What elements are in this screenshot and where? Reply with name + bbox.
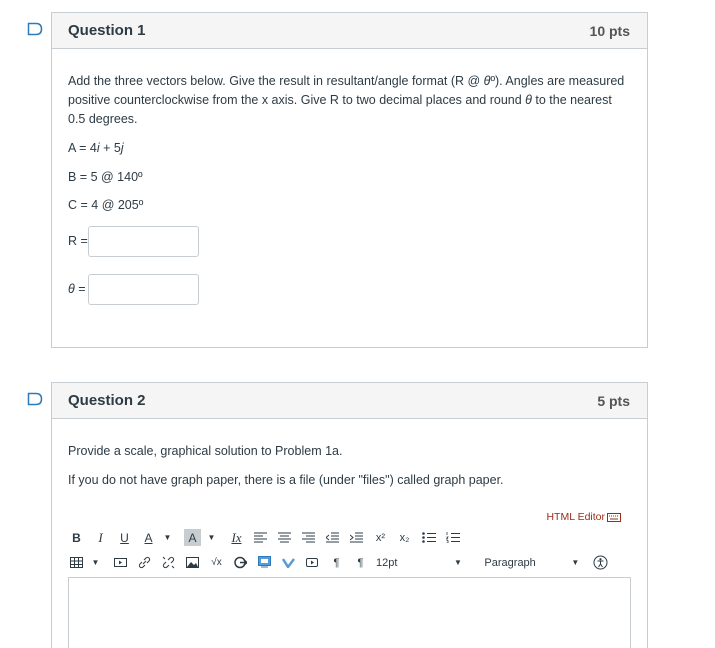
font-size-select[interactable]: 12pt: [376, 556, 398, 569]
question-1-body: [52, 72, 647, 305]
unlink-icon[interactable]: [160, 554, 177, 571]
record-media-icon[interactable]: [304, 554, 321, 571]
question-2-title: Question 2: [68, 392, 146, 409]
clear-formatting-button[interactable]: Ix: [231, 529, 242, 545]
vector-c: C = 4 @ 205º: [68, 198, 144, 212]
question-2-body: [52, 442, 647, 490]
block-format-select[interactable]: Paragraph: [484, 556, 536, 569]
rich-text-editor-area[interactable]: [68, 577, 631, 648]
background-color-button[interactable]: A: [184, 529, 201, 546]
block-format-dropdown-icon[interactable]: ▼: [571, 558, 580, 567]
theta-answer-row: [68, 274, 631, 305]
ltr-direction-button[interactable]: ¶: [333, 556, 340, 569]
question-2: [51, 382, 648, 648]
html-editor-link[interactable]: HTML Editor: [546, 511, 621, 523]
keyboard-icon: [607, 513, 621, 522]
align-left-icon[interactable]: [252, 529, 269, 546]
bold-button[interactable]: B: [72, 530, 81, 545]
bulleted-list-icon[interactable]: [420, 529, 437, 546]
question-1-title: Question 1: [68, 22, 146, 39]
question-2-prompt: Provide a scale, graphical solution to Problem 1a.: [68, 444, 343, 458]
math-equation-button[interactable]: √x: [211, 557, 222, 568]
question-1-prompt: Add the three vectors below. Give the result in resultant/angle format (R @ θº). Angles are measured positive counterclockwise from the x axis. Give R to two decimal places and round θ to the nearest 0.5 degrees.: [68, 74, 625, 126]
r-label: R =: [68, 234, 88, 248]
question-1-points: 10 pts: [589, 22, 630, 39]
image-icon[interactable]: [184, 554, 201, 571]
vector-a: A = 4i + 5j: [68, 141, 124, 155]
flag-question-2-icon[interactable]: [27, 392, 43, 406]
align-center-icon[interactable]: [276, 529, 293, 546]
question-1: [51, 12, 648, 348]
link-icon[interactable]: [136, 554, 153, 571]
apps-icon[interactable]: [256, 554, 273, 571]
editor-toolbar-row-2: [68, 554, 633, 571]
question-1-header: [52, 13, 647, 49]
table-icon[interactable]: [68, 554, 85, 571]
outdent-icon[interactable]: [324, 529, 341, 546]
underline-button[interactable]: U: [120, 530, 129, 545]
vimeo-icon[interactable]: [280, 554, 297, 571]
subscript-button[interactable]: x₂: [399, 531, 410, 544]
media-icon[interactable]: [112, 554, 129, 571]
embed-icon[interactable]: [232, 554, 249, 571]
indent-icon[interactable]: [348, 529, 365, 546]
theta-input[interactable]: [88, 274, 199, 305]
editor-toolbar-row-1: [68, 529, 468, 546]
r-answer-row: [68, 226, 631, 257]
italic-button[interactable]: I: [98, 529, 103, 545]
rtl-direction-button[interactable]: ¶: [357, 556, 364, 569]
r-input[interactable]: [88, 226, 199, 257]
font-color-dropdown-icon[interactable]: ▼: [163, 533, 172, 542]
theta-label: θ =: [68, 282, 86, 296]
question-2-note: If you do not have graph paper, there is a file (under "files") called graph paper.: [68, 473, 504, 487]
question-2-points: 5 pts: [597, 392, 630, 409]
vector-b: B = 5 @ 140º: [68, 170, 143, 184]
font-color-button[interactable]: A: [144, 530, 153, 545]
align-right-icon[interactable]: [300, 529, 317, 546]
background-color-dropdown-icon[interactable]: ▼: [207, 533, 216, 542]
accessibility-checker-icon[interactable]: [592, 554, 609, 571]
table-dropdown-icon[interactable]: ▼: [91, 558, 100, 567]
numbered-list-icon[interactable]: [444, 529, 461, 546]
question-2-header: [52, 383, 647, 419]
font-size-dropdown-icon[interactable]: ▼: [453, 558, 462, 567]
superscript-button[interactable]: x²: [375, 531, 386, 544]
flag-question-1-icon[interactable]: [27, 22, 43, 36]
